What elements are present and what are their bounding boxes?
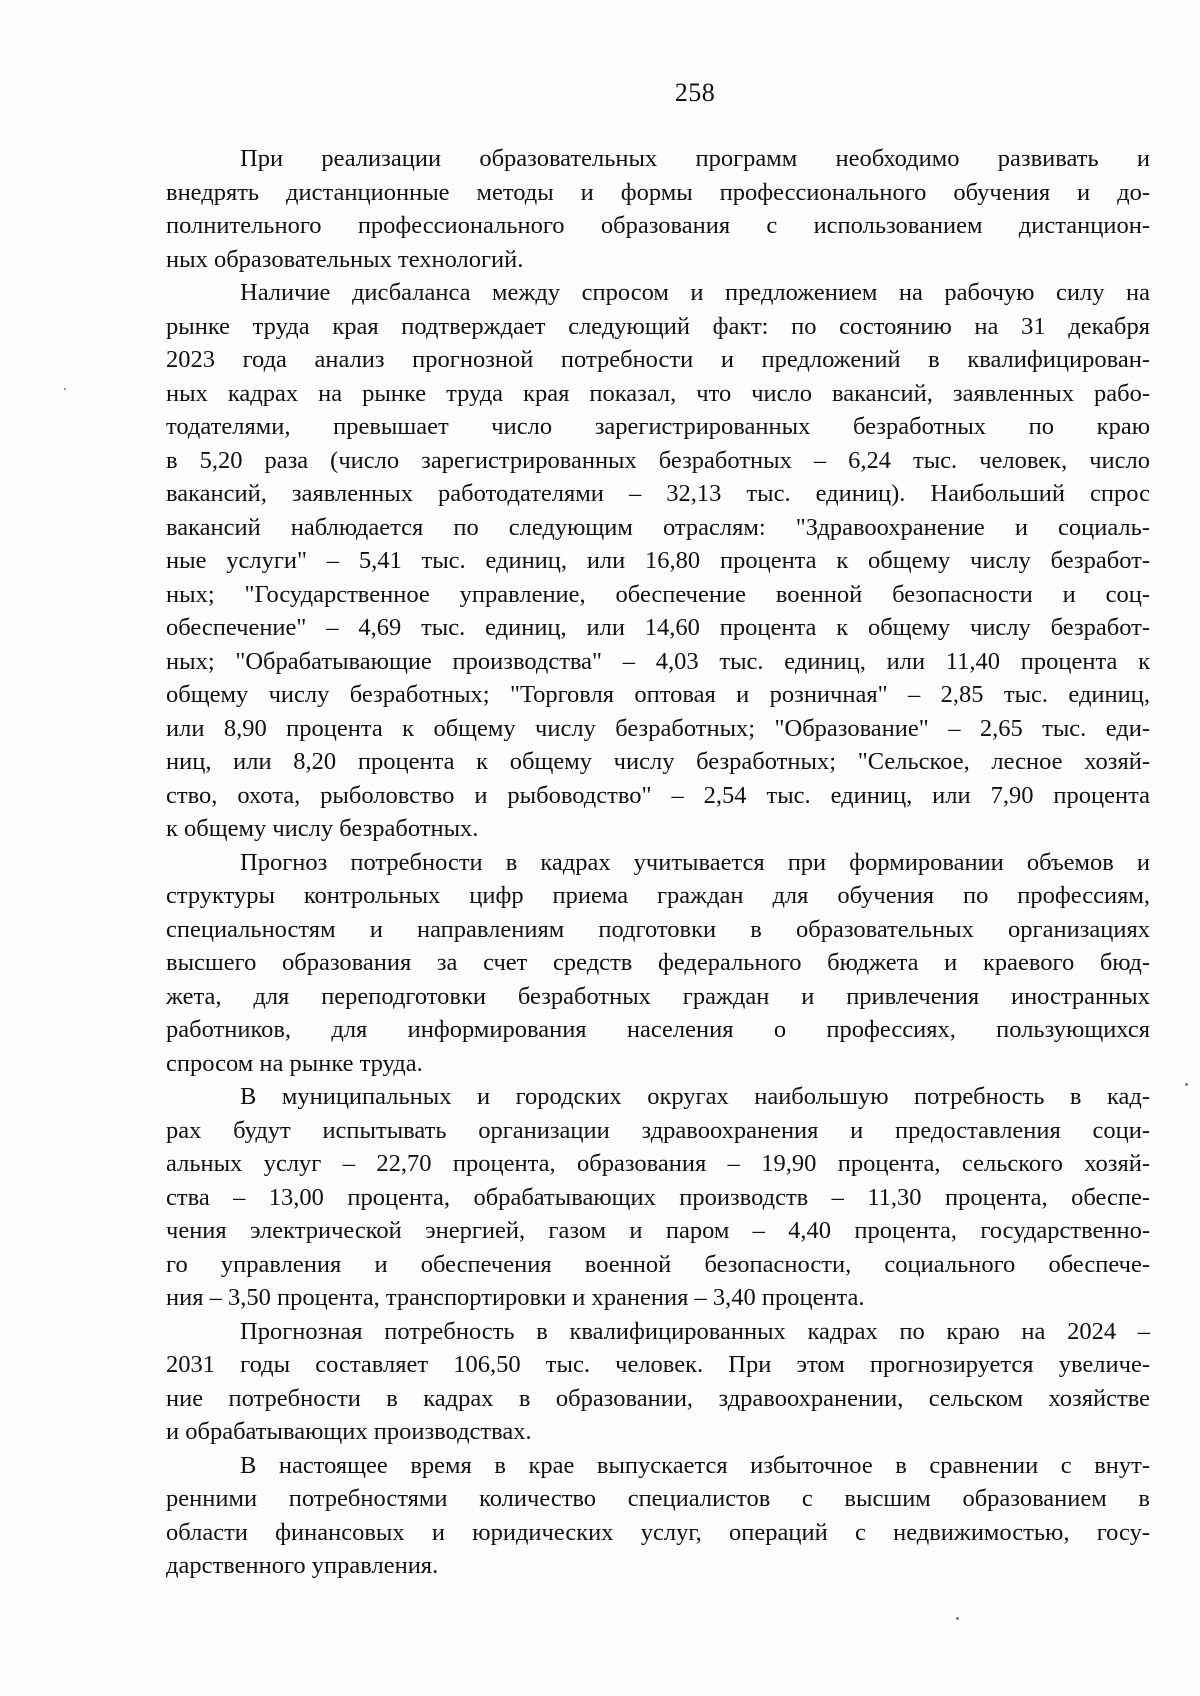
paragraph [166, 1315, 1150, 1449]
paragraph [166, 142, 1150, 276]
paragraph [166, 276, 1150, 846]
body-text [166, 142, 1150, 1583]
text-line: ные услуги" – 5,41 тыс. единиц, или 16,80 процента к общему числу безработ- [166, 547, 1150, 574]
text-line: обеспечение" – 4,69 тыс. единиц, или 14,60 процента к общему числу безработ- [166, 614, 1150, 641]
text-line: рынке труда края подтверждает следующий факт: по состоянию на 31 декабря [166, 312, 1150, 340]
text-line: Прогноз потребности в кадрах учитывается при формировании объемов и [240, 848, 1150, 876]
text-line: Наличие дисбаланса между спросом и предложением на рабочую силу на [240, 279, 1150, 306]
text-line: вакансий, заявленных работодателями – 32,13 тыс. единиц). Наибольший спрос [166, 480, 1150, 507]
text-line: и обрабатывающих производствах. [166, 1418, 532, 1445]
text-line: к общему числу безработных. [166, 815, 479, 842]
text-line: структуры контрольных цифр приема граждан для обучения по профессиям, [166, 882, 1150, 909]
text-line: тодателями, превышает число зарегистрированных безработных по краю [166, 413, 1150, 440]
paragraph [166, 1449, 1150, 1583]
text-line: В настоящее время в крае выпускается избыточное в сравнении с внут- [240, 1451, 1150, 1479]
text-line: внедрять дистанционные методы и формы профессионального обучения и до- [166, 178, 1150, 206]
text-line: жета, для переподготовки безработных граждан и привлечения иностранных [166, 982, 1150, 1010]
text-line: Прогнозная потребность в квалифицированных кадрах по краю на 2024 – [240, 1317, 1150, 1345]
text-line: 2031 годы составляет 106,50 тыс. человек. При этом прогнозируется увеличе- [166, 1351, 1150, 1378]
text-line: В муниципальных и городских округах наибольшую потребность в кад- [240, 1083, 1150, 1110]
text-line: ства – 13,00 процента, обрабатывающих производств – 11,30 процента, обеспе- [166, 1183, 1150, 1211]
text-line: ния – 3,50 процента, транспортировки и хранения – 3,40 процента. [166, 1284, 865, 1311]
text-line: спросом на рынке труда. [166, 1049, 423, 1077]
text-line: ных кадрах на рынке труда края показал, что число вакансий, заявленных рабо- [166, 379, 1150, 407]
text-line: общему числу безработных; "Торговля оптовая и розничная" – 2,85 тыс. единиц, [166, 681, 1150, 708]
text-line: ных; "Обрабатывающие производства" – 4,03 тыс. единиц, или 11,40 процента к [166, 647, 1150, 675]
page-number: 258 [674, 78, 716, 107]
text-line: области финансовых и юридических услуг, операций с недвижимостью, госу- [166, 1518, 1150, 1546]
text-line: или 8,90 процента к общему числу безработных; "Образование" – 2,65 тыс. еди- [166, 714, 1150, 742]
text-line: в 5,20 раза (число зарегистрированных безработных – 6,24 тыс. человек, число [166, 446, 1150, 474]
text-line: ние потребности в кадрах в образовании, здравоохранении, сельском хозяйстве [166, 1384, 1150, 1412]
text-line: работников, для информирования населения о профессиях, пользующихся [166, 1016, 1150, 1043]
text-line: ренними потребностями количество специалистов с высшим образованием в [166, 1485, 1150, 1512]
text-line: ниц, или 8,20 процента к общему числу безработных; "Сельское, лесное хозяй- [166, 748, 1150, 775]
text-line: высшего образования за счет средств федерального бюджета и краевого бюд- [166, 949, 1150, 976]
scan-speck [64, 388, 66, 390]
text-line: полнительного профессионального образования с использованием дистанцион- [166, 212, 1150, 239]
text-line: чения электрической энергией, газом и паром – 4,40 процента, государственно- [166, 1217, 1150, 1244]
scan-speck [1185, 1083, 1188, 1086]
text-line: дарственного управления. [166, 1552, 439, 1579]
scan-speck [956, 1617, 959, 1620]
text-line: рах будут испытывать организации здравоохранения и предоставления соци- [166, 1116, 1150, 1144]
text-line: ных; "Государственное управление, обеспечение военной безопасности и соц- [166, 580, 1150, 608]
text-line: 2023 года анализ прогнозной потребности и предложений в квалифицирован- [166, 346, 1150, 373]
text-line: вакансий наблюдается по следующим отраслям: "Здравоохранение и социаль- [166, 513, 1150, 541]
text-line: го управления и обеспечения военной безопасности, социального обеспече- [166, 1250, 1150, 1278]
text-line: ство, охота, рыболовство и рыбоводство" – 2,54 тыс. единиц, или 7,90 процента [166, 781, 1150, 809]
text-line: При реализации образовательных программ необходимо развивать и [240, 145, 1150, 172]
text-line: альных услуг – 22,70 процента, образования – 19,90 процента, сельского хозяй- [166, 1150, 1150, 1177]
text-line: ных образовательных технологий. [166, 245, 524, 273]
text-line: специальностям и направлениям подготовки в образовательных организациях [166, 915, 1150, 943]
paragraph [166, 846, 1150, 1081]
paragraph [166, 1080, 1150, 1315]
